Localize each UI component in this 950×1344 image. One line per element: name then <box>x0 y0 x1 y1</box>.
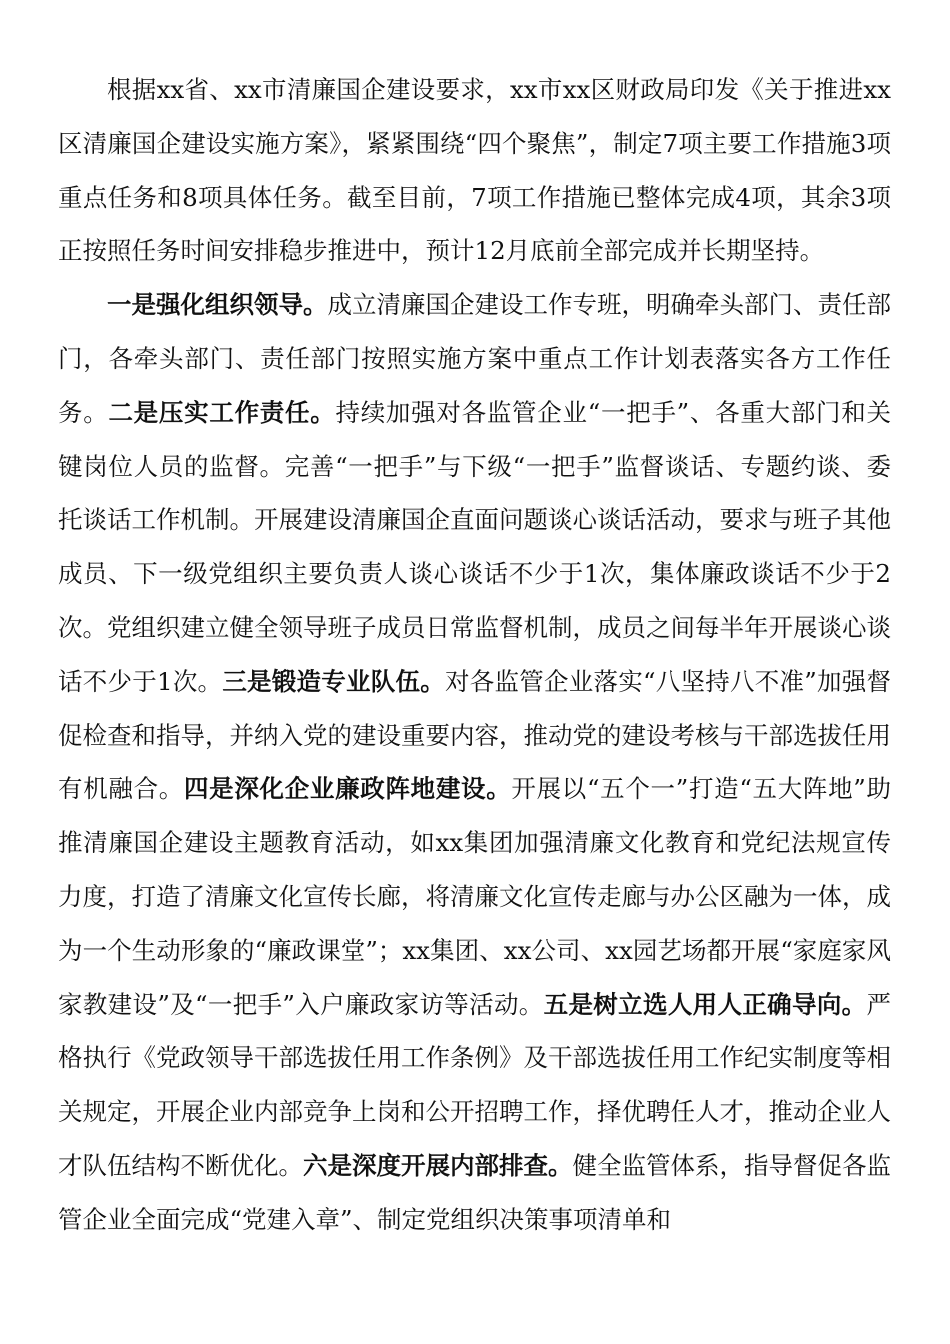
measures-paragraph <box>58 278 891 1246</box>
measure-text-6: 健全监管体系，指导督促各监管企业全面完成“党建入章”、制定党组织决策事项清单和 <box>58 1150 891 1234</box>
intro-paragraph: 根据xx省、xx市清廉国企建设要求，xx市xx区财政局印发《关于推进xx区清廉国企建设实施方案》，紧紧围绕“四个聚焦”，制定7项主要工作措施3项重点任务和8项具体任务。截至目前，7项工作措施已整体完成4项，其余3项正按照任务时间安排稳步推进中，预计12月底前全部完成并长期坚持。 <box>58 75 891 266</box>
measure-heading-5: 五是树立选人用人正确导向。 <box>543 989 867 1019</box>
measure-heading-2: 二是压实工作责任。 <box>108 397 336 427</box>
measure-heading-1: 一是强化组织领导。 <box>107 290 328 320</box>
measure-text-2: 持续加强对各监管企业“一把手”、各重大部门和关键岗位人员的监督。完善“一把手”与下级“一把手”监督谈话、专题约谈、委托谈话工作机制。开展建设清廉国企直面问题谈心谈话活动，要求与班子其他成员、下一级党组织主要负责人谈心谈话不少于1次，集体廉政谈话不少于2次。党组织建立健全领导班子成员日常监督机制，成员之间每半年开展谈心谈话不少于1次。 <box>58 397 891 696</box>
measure-text-5: 严格执行《党政领导干部选拔任用工作条例》及干部选拔任用工作纪实制度等相关规定，开展企业内部竞争上岗和公开招聘工作，择优聘任人才，推动企业人才队伍结构不断优化。 <box>58 989 892 1180</box>
measure-heading-3: 三是锻造专业队伍。 <box>222 666 446 696</box>
measure-heading-4: 四是深化企业廉政阵地建设。 <box>183 774 512 804</box>
document-page <box>58 63 891 1247</box>
measure-text-4: 开展以“五个一”打造“五大阵地”助推清廉国企建设主题教育活动，如xx集团加强清廉文化教育和党纪法规宣传力度，打造了清廉文化宣传长廊，将清廉文化宣传走廊与办公区融为一体，成为一个生动形象的“廉政课堂”；xx集团、xx公司、xx园艺场都开展“家庭家风家教建设”及“一把手”入户廉政家访等活动。 <box>58 774 892 1019</box>
measure-text-3: 对各监管企业落实“八坚持八不准”加强督促检查和指导，并纳入党的建设重要内容，推动党的建设考核与干部选拔任用有机融合。 <box>58 666 891 804</box>
measure-heading-6: 六是深度开展内部排查。 <box>303 1150 573 1180</box>
measure-text-1: 成立清廉国企建设工作专班，明确牵头部门、责任部门，各牵头部门、责任部门按照实施方案中重点工作计划表落实各方工作任务。 <box>58 290 891 427</box>
